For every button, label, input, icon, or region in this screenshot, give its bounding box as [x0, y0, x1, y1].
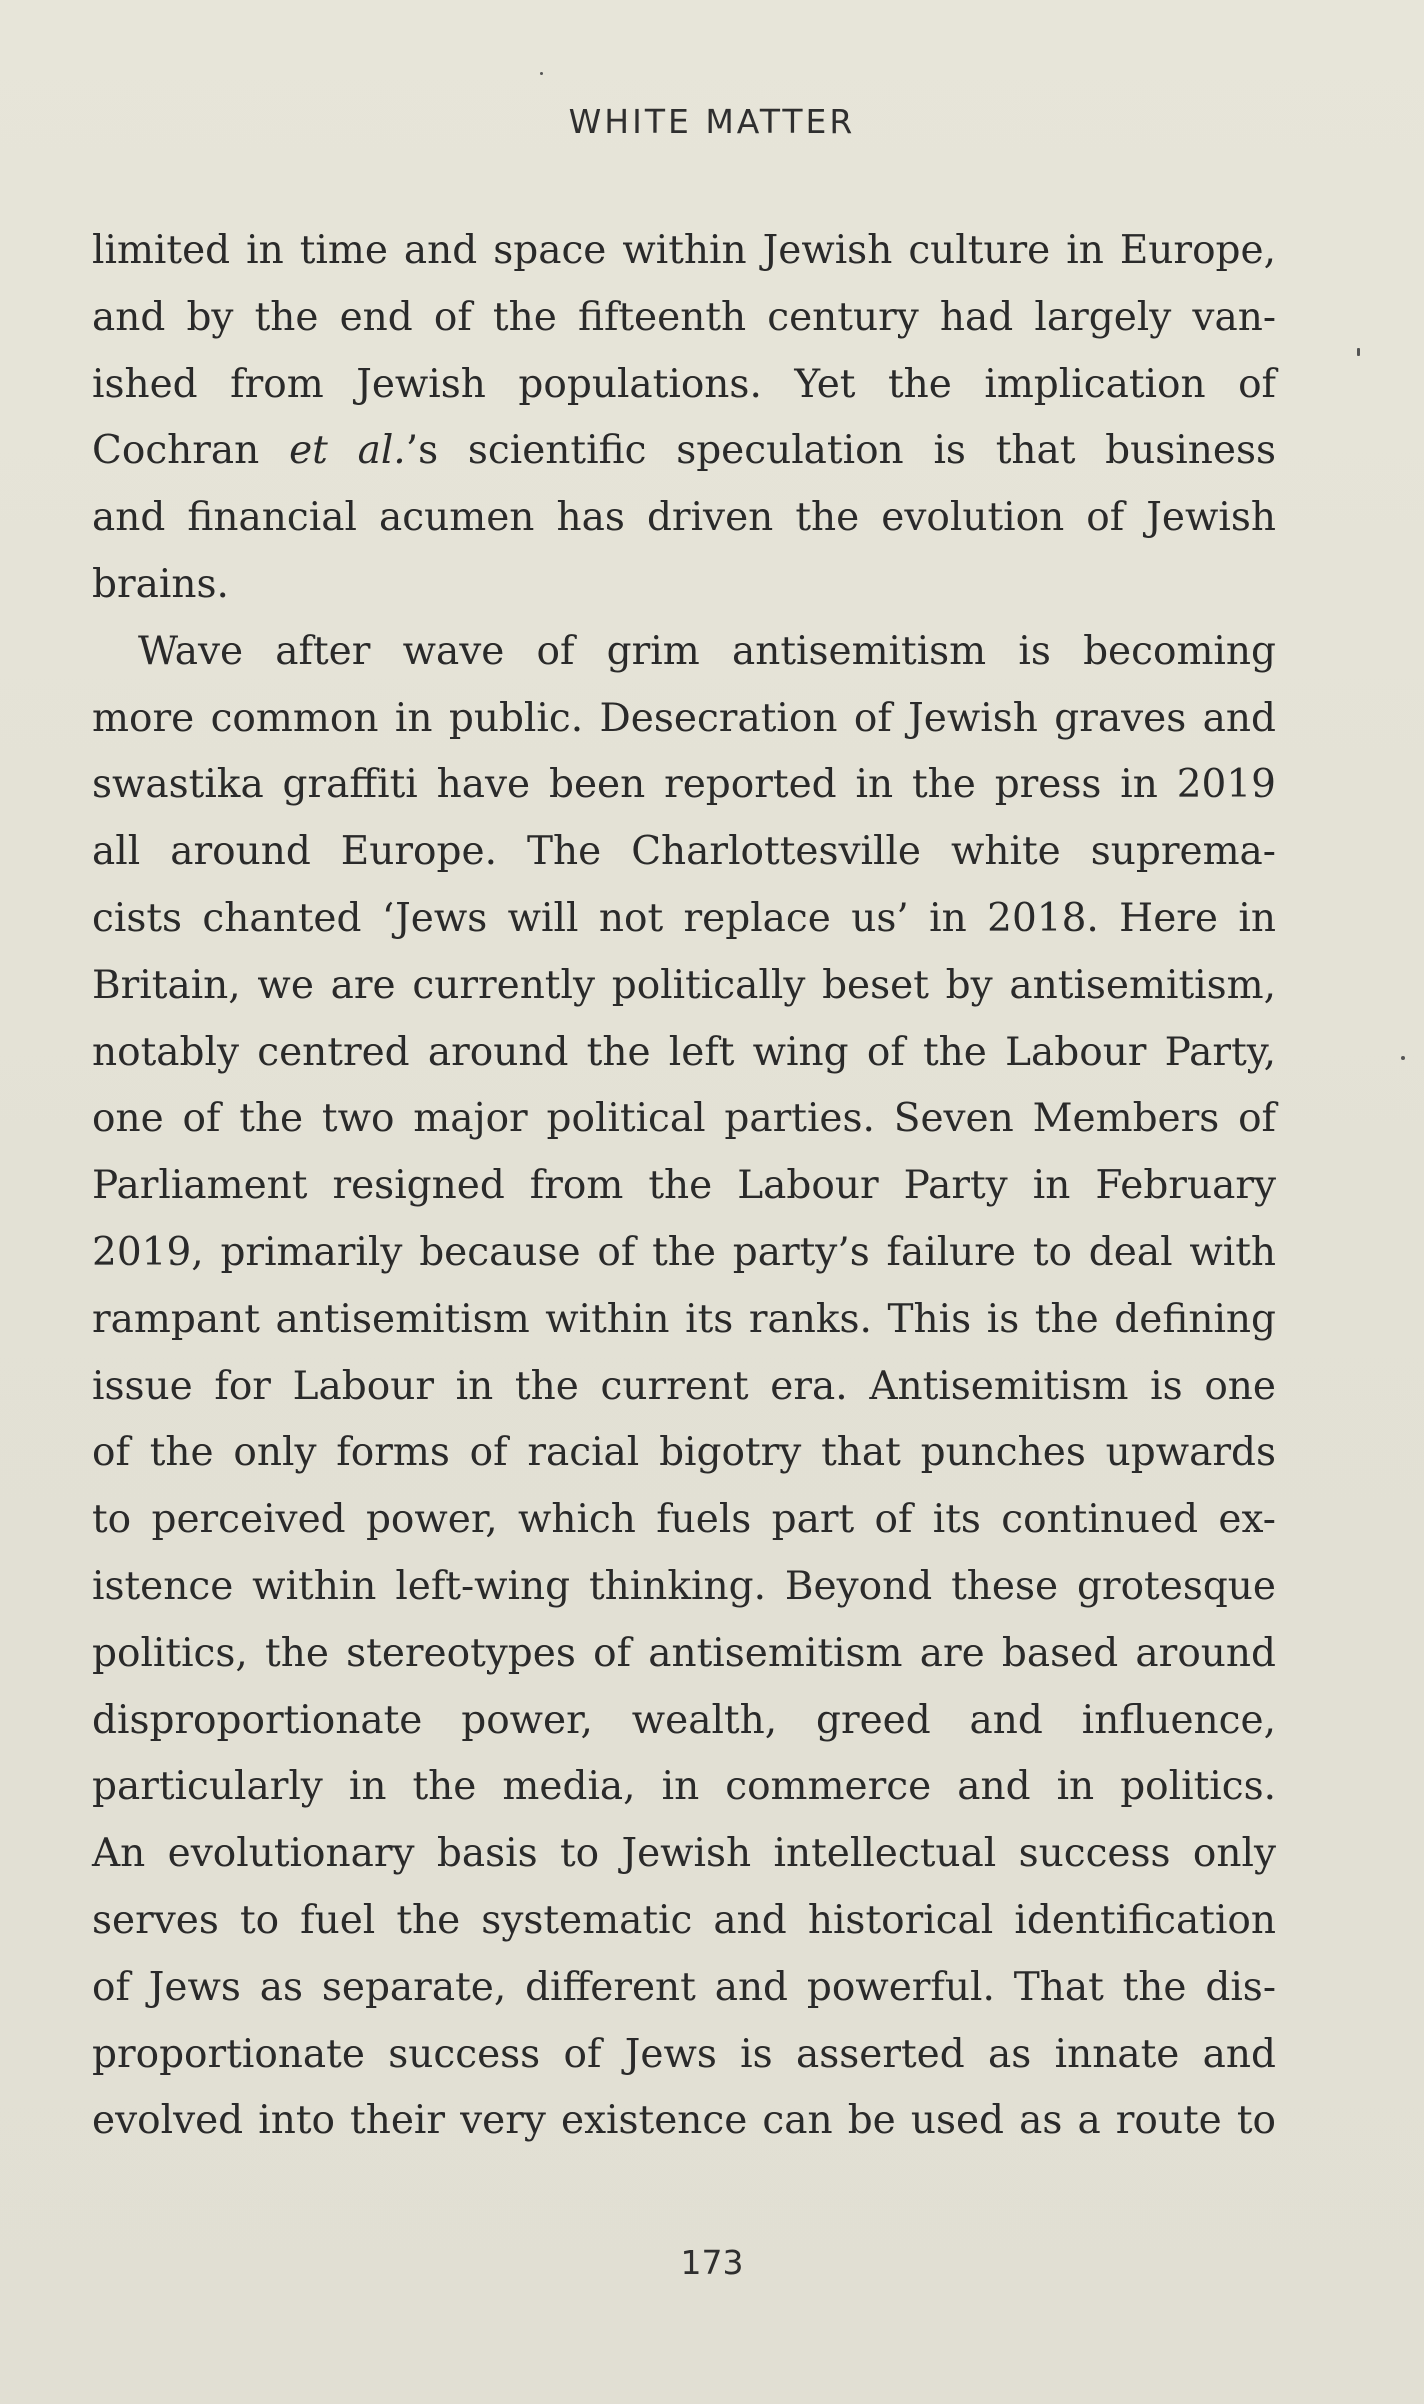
- text-line: particularly in the media, in commerce and in politics.: [92, 1764, 1276, 1810]
- italic-text: et al.: [289, 428, 406, 474]
- text-line: more common in public. Desecration of Jewish graves and: [92, 695, 1276, 741]
- text-line: Parliament resigned from the Labour Party in February: [92, 1163, 1276, 1209]
- text-line: Britain, we are currently politically beset by antisemitism,: [92, 962, 1276, 1008]
- text-line: cists chanted ‘Jews will not replace us’ in 2018. Here in: [92, 895, 1276, 941]
- text-line: notably centred around the left wing of the Labour Party,: [92, 1029, 1276, 1075]
- text-line: ished from Jewish populations. Yet the implication of: [92, 361, 1276, 407]
- text-line: of the only forms of racial bigotry that punches upwards: [92, 1430, 1276, 1476]
- text-line: issue for Labour in the current era. Antisemitism is one: [92, 1363, 1276, 1409]
- text-line: of Jews as separate, different and powerful. That the dis-: [92, 1964, 1276, 2010]
- text-line: rampant antisemitism within its ranks. This is the defining: [92, 1296, 1276, 1342]
- text-line: and by the end of the fifteenth century had largely van-: [92, 294, 1276, 340]
- text-line: proportionate success of Jews is asserted as innate and: [92, 2031, 1276, 2077]
- text-line: to perceived power, which fuels part of its continued ex-: [92, 1497, 1276, 1543]
- running-head: WHITE MATTER: [568, 102, 856, 141]
- page-number: 173: [680, 2243, 744, 2282]
- scan-speck: [1401, 1056, 1405, 1060]
- scan-speck: [1357, 348, 1360, 356]
- text-line: brains.: [92, 561, 229, 607]
- text-line: politics, the stereotypes of antisemitism are based around: [92, 1630, 1276, 1676]
- text-line: [92, 418, 1276, 485]
- text-line: swastika graffiti have been reported in the press in 2019: [92, 762, 1276, 808]
- text-line: all around Europe. The Charlottesville white suprema-: [92, 829, 1276, 875]
- text-line: one of the two major political parties. Seven Members of: [92, 1096, 1276, 1142]
- text-line: istence within left-wing thinking. Beyond these grotesque: [92, 1563, 1276, 1609]
- text-line: Wave after wave of grim antisemitism is becoming: [138, 628, 1276, 674]
- body-text: [92, 218, 1276, 2155]
- text-line: 2019, primarily because of the party’s failure to deal with: [92, 1229, 1276, 1275]
- text-line: limited in time and space within Jewish culture in Europe,: [92, 228, 1276, 273]
- text-line: and financial acumen has driven the evolution of Jewish: [92, 495, 1276, 541]
- text-line: An evolutionary basis to Jewish intellectual success only: [92, 1831, 1276, 1877]
- scan-speck: [540, 72, 543, 75]
- text-line: evolved into their very existence can be used as a route to: [92, 2098, 1276, 2144]
- text-segment: Cochran: [92, 428, 290, 474]
- text-line: disproportionate power, wealth, greed and influence,: [92, 1697, 1276, 1743]
- text-line: serves to fuel the systematic and historical identification: [92, 1897, 1276, 1943]
- text-segment: ’s scientific speculation is that business: [405, 428, 1276, 474]
